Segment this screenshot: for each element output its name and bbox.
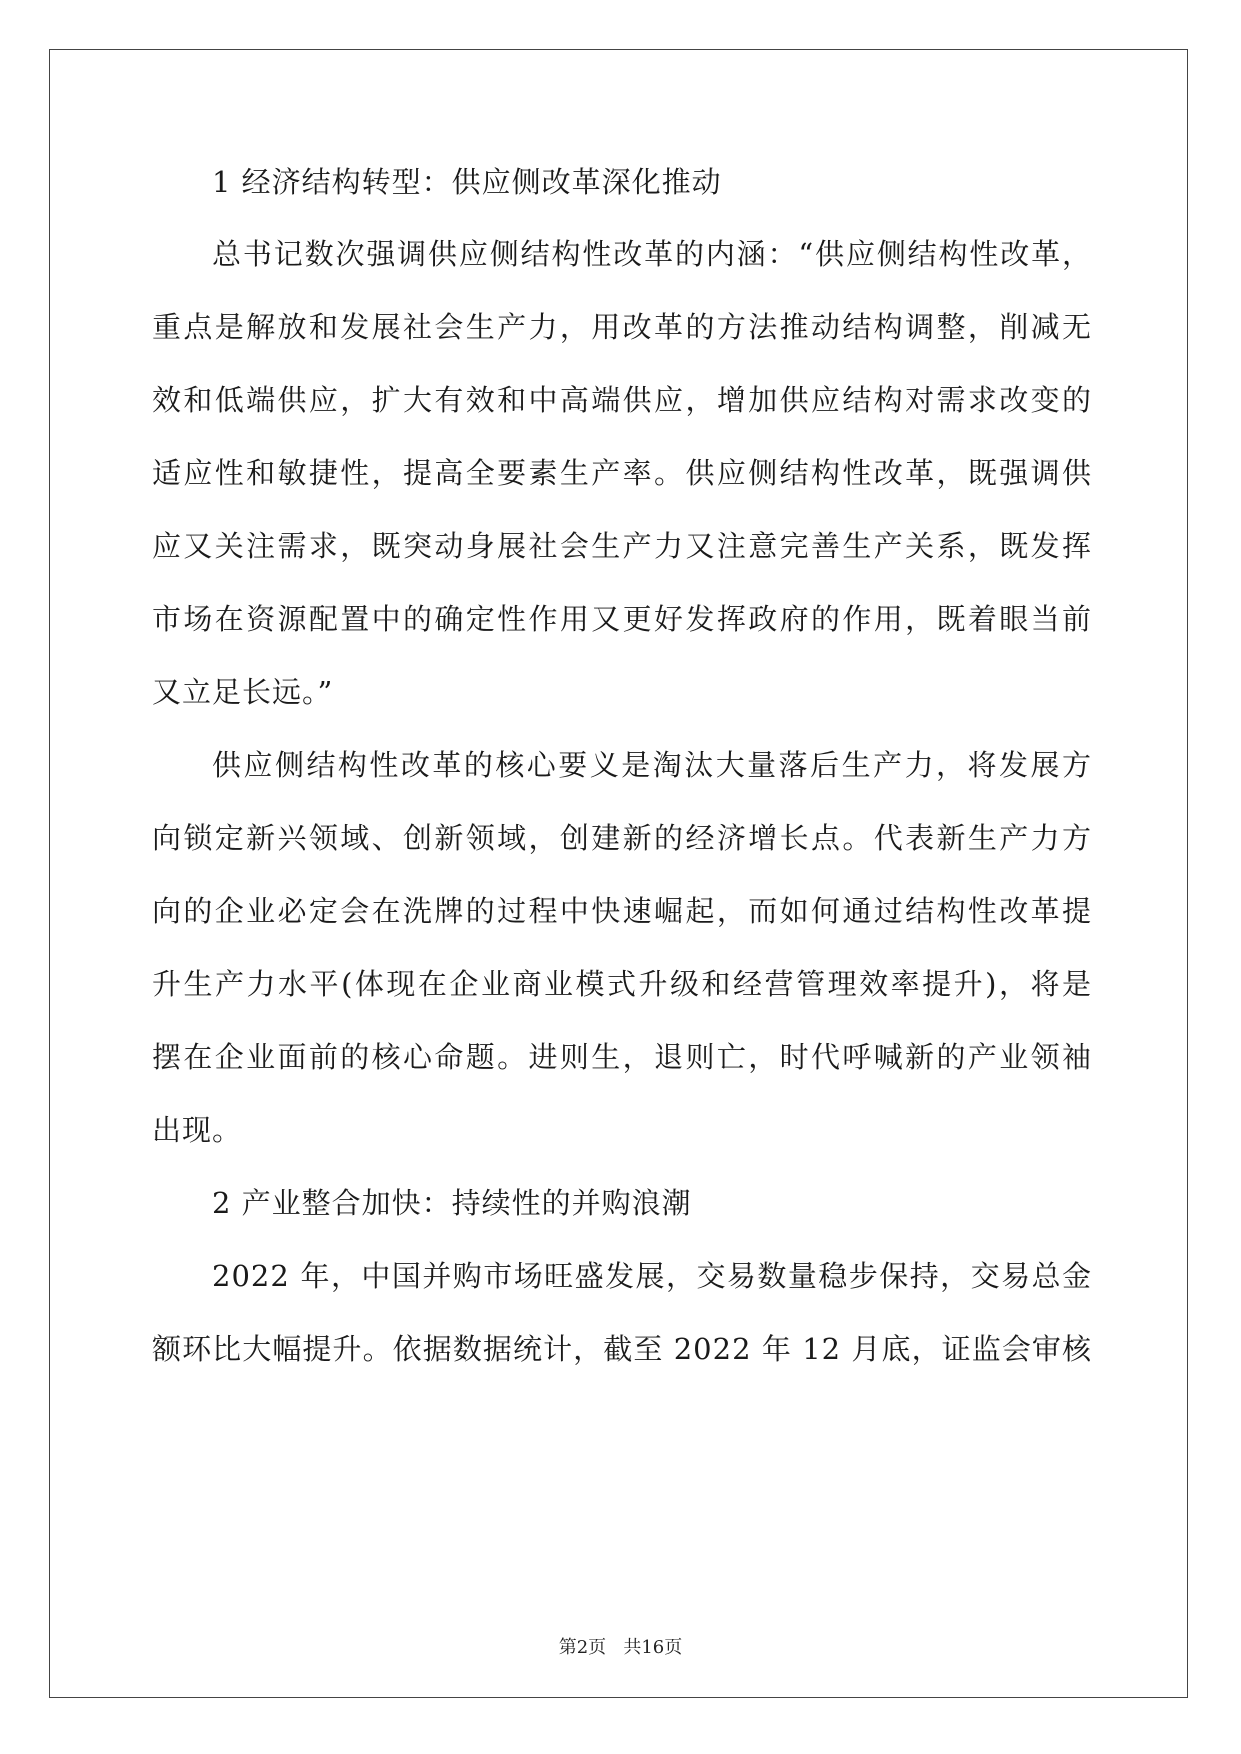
paragraph-line: 总书记数次强调供应侧结构性改革的内涵：“供应侧结构性改革， xyxy=(212,237,1092,271)
page-footer xyxy=(0,1636,1241,1660)
paragraph-line: 重点是解放和发展社会生产力，用改革的方法推动结构调整，削减无 xyxy=(152,310,1092,344)
section-heading-2: 2 产业整合加快：持续性的并购浪潮 xyxy=(212,1186,692,1220)
paragraph-line: 应又关注需求，既突动身展社会生产力又注意完善生产关系，既发挥 xyxy=(152,529,1092,563)
paragraph-line: 向锁定新兴领域、创新领域，创建新的经济增长点。代表新生产力方 xyxy=(152,821,1092,855)
paragraph-line: 又立足长远。” xyxy=(152,675,334,709)
paragraph-line: 适应性和敏捷性，提高全要素生产率。供应侧结构性改革，既强调供 xyxy=(152,456,1092,490)
paragraph-line: 向的企业必定会在洗牌的过程中快速崛起，而如何通过结构性改革提 xyxy=(152,894,1092,928)
paragraph-line: 效和低端供应，扩大有效和中高端供应，增加供应结构对需求改变的 xyxy=(152,383,1092,417)
paragraph-line: 额环比大幅提升。依据数据统计，截至 2022 年 12 月底，证监会审核 xyxy=(152,1332,1092,1366)
paragraph-line: 供应侧结构性改革的核心要义是淘汰大量落后生产力，将发展方 xyxy=(212,748,1092,782)
paragraph-line: 摆在企业面前的核心命题。进则生，退则亡，时代呼喊新的产业领袖 xyxy=(152,1040,1092,1074)
page-total: 共16页 xyxy=(623,1637,683,1658)
paragraph-line: 升生产力水平(体现在企业商业模式升级和经营管理效率提升)，将是 xyxy=(152,967,1092,1001)
page-number: 第2页 xyxy=(558,1637,607,1658)
paragraph-line: 市场在资源配置中的确定性作用又更好发挥政府的作用，既着眼当前 xyxy=(152,602,1092,636)
section-heading-1: 1 经济结构转型：供应侧改革深化推动 xyxy=(212,165,722,199)
paragraph-line: 出现。 xyxy=(152,1113,243,1147)
page-border xyxy=(49,49,1188,1698)
paragraph-line: 2022 年，中国并购市场旺盛发展，交易数量稳步保持，交易总金 xyxy=(212,1259,1092,1293)
